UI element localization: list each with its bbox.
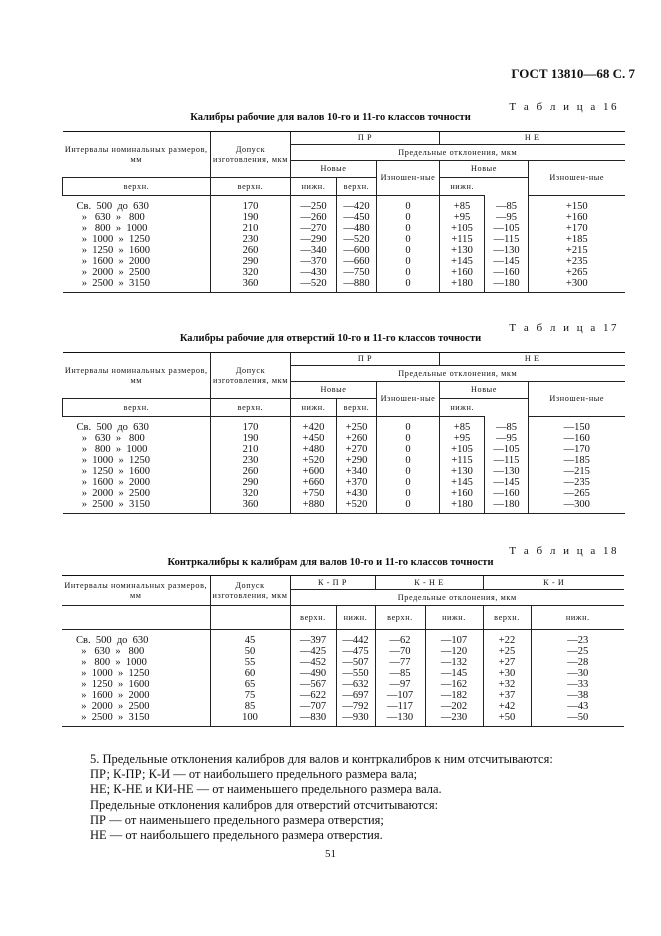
value-cell: +50 (483, 712, 531, 727)
value-cell: +95 (440, 433, 485, 444)
table16 (62, 131, 625, 293)
upper-header: верхн. (211, 399, 291, 417)
value-cell: +145 (440, 477, 485, 488)
value-cell: —62 (375, 630, 425, 647)
value-cell: —430 (291, 267, 337, 278)
value-cell: +300 (529, 278, 625, 293)
value-cell: —340 (291, 245, 337, 256)
value-cell: —170 (529, 444, 625, 455)
lower-header: нижн. (336, 606, 375, 630)
value-cell: —442 (336, 630, 375, 647)
value-cell: 0 (377, 477, 440, 488)
value-cell: —300 (529, 499, 625, 514)
ne-header: Н Е (440, 353, 625, 366)
value-cell: +260 (337, 433, 377, 444)
interval-cell: » 1250 » 1600 (76, 679, 150, 690)
upper-header: верхн. (483, 606, 531, 630)
table18 (62, 575, 624, 727)
pr-header: П Р (291, 132, 440, 145)
value-cell: —23 (531, 630, 624, 647)
table17-caption: Калибры рабочие для отверстий 10-го и 11-го классов точности (179, 333, 482, 344)
value-cell: 0 (377, 234, 440, 245)
value-cell: 45 (210, 630, 290, 647)
upper-header: верхн. (63, 399, 211, 417)
value-cell: —25 (531, 646, 624, 657)
interval-cell: » 1600 » 2000 (76, 690, 150, 701)
lower-header: нижн. (291, 399, 337, 417)
lower-header: нижн. (291, 178, 337, 196)
value-cell: —160 (529, 433, 625, 444)
value-cell: —162 (425, 679, 483, 690)
worn-header: Изношен-ные (529, 382, 625, 417)
value-cell: —397 (290, 630, 336, 647)
value-cell: —28 (531, 657, 624, 668)
value-cell: +95 (440, 212, 485, 223)
limit-deviations-header: Предельные отклонения, мкм (291, 366, 625, 382)
value-cell: +130 (440, 245, 485, 256)
value-cell: 170 (211, 196, 291, 213)
value-cell: 320 (211, 488, 291, 499)
interval-cell: » 630 » 800 (76, 212, 145, 223)
table18-caption: Контркалибры к калибрам для валов 10-го и 11-го классов точности (167, 557, 494, 568)
table-row (63, 212, 625, 223)
note-line: Предельные отклонения калибров для отверстий отсчитываются: (90, 797, 439, 812)
new-header: Новые (291, 382, 377, 399)
tolerance-header: Допуск изготовления, мкм (210, 576, 290, 606)
limit-deviations-header: Предельные отклонения, мкм (291, 145, 625, 161)
worn-header: Изношен-ные (377, 382, 440, 417)
value-cell: 190 (211, 433, 291, 444)
value-cell: —880 (337, 278, 377, 293)
interval-cell: » 1000 » 1250 (76, 668, 150, 679)
value-cell: —697 (336, 690, 375, 701)
value-cell: —425 (290, 646, 336, 657)
value-cell: +340 (337, 466, 377, 477)
table-row (62, 690, 624, 701)
interval-cell: Св. 500 до 630 (76, 201, 149, 212)
value-cell: +750 (291, 488, 337, 499)
value-cell: +270 (337, 444, 377, 455)
value-cell: —107 (375, 690, 425, 701)
value-cell: +880 (291, 499, 337, 514)
value-cell: —660 (337, 256, 377, 267)
value-cell: +450 (291, 433, 337, 444)
table-row (63, 433, 625, 444)
table-row (63, 455, 625, 466)
value-cell: +660 (291, 477, 337, 488)
value-cell: +145 (440, 256, 485, 267)
value-cell: —202 (425, 701, 483, 712)
value-cell: —97 (375, 679, 425, 690)
table-row (63, 417, 625, 434)
value-cell: —707 (290, 701, 336, 712)
interval-header: Интервалы номинальных размеров, мм (63, 132, 211, 178)
value-cell: 55 (210, 657, 290, 668)
note-line: ПР — от наименьшего предельного размера отверстия; (90, 812, 384, 827)
new-header: Новые (440, 161, 529, 178)
value-cell: —132 (425, 657, 483, 668)
value-cell: 230 (211, 234, 291, 245)
lower-header: нижн. (531, 606, 624, 630)
value-cell: +160 (529, 212, 625, 223)
interval-cell: » 1250 » 1600 (76, 466, 150, 477)
value-cell: 75 (210, 690, 290, 701)
value-cell: —600 (337, 245, 377, 256)
value-cell: +37 (483, 690, 531, 701)
lower-header: нижн. (425, 606, 483, 630)
value-cell: +85 (440, 417, 485, 434)
value-cell: —490 (290, 668, 336, 679)
value-cell: —130 (485, 245, 529, 256)
value-cell: +480 (291, 444, 337, 455)
value-cell: +215 (529, 245, 625, 256)
new-header: Новые (291, 161, 377, 178)
upper-header: верхн. (211, 178, 291, 196)
value-cell: 0 (377, 455, 440, 466)
value-cell: 0 (377, 212, 440, 223)
value-cell: —520 (291, 278, 337, 293)
value-cell: —290 (291, 234, 337, 245)
value-cell: 0 (377, 256, 440, 267)
value-cell: —85 (485, 196, 529, 213)
note-line: НЕ; К-НЕ и КИ-НЕ — от наименьшего предельного размера вала. (90, 782, 442, 797)
value-cell: +520 (337, 499, 377, 514)
value-cell: —107 (425, 630, 483, 647)
value-cell: —270 (291, 223, 337, 234)
value-cell: 0 (377, 223, 440, 234)
lower-header: нижн. (440, 178, 485, 196)
value-cell: 360 (211, 499, 291, 514)
value-cell: 50 (210, 646, 290, 657)
note-line: ПР; К-ПР; К-И — от наибольшего предельного размера вала; (90, 767, 418, 782)
value-cell: —38 (531, 690, 624, 701)
value-cell: 0 (377, 499, 440, 514)
value-cell: +185 (529, 234, 625, 245)
interval-cell: » 2500 » 3150 (63, 278, 211, 293)
interval-cell: » 2500 » 3150 (63, 499, 211, 514)
value-cell: 100 (210, 712, 290, 727)
table-row (63, 196, 625, 213)
value-cell: 210 (211, 444, 291, 455)
table-row (63, 488, 625, 499)
value-cell: +130 (440, 466, 485, 477)
value-cell: —180 (485, 499, 529, 514)
table17 (62, 352, 625, 514)
table-row (63, 477, 625, 488)
interval-cell: » 1000 » 1250 (76, 234, 150, 245)
value-cell: +105 (440, 444, 485, 455)
value-cell: —115 (485, 455, 529, 466)
value-cell: —43 (531, 701, 624, 712)
interval-cell: Св. 500 до 630 (76, 635, 149, 646)
value-cell: 0 (377, 466, 440, 477)
value-cell: +150 (529, 196, 625, 213)
interval-header: Интервалы номинальных размеров, мм (62, 576, 210, 606)
value-cell: —185 (529, 455, 625, 466)
interval-cell: Св. 500 до 630 (76, 422, 149, 433)
value-cell: —230 (425, 712, 483, 727)
tolerance-header: Допуск изготовления, мкм (211, 353, 291, 399)
value-cell: —120 (425, 646, 483, 657)
value-cell: —507 (336, 657, 375, 668)
interval-cell: » 2500 » 3150 (62, 712, 210, 727)
value-cell: —145 (425, 668, 483, 679)
value-cell: +370 (337, 477, 377, 488)
value-cell: —475 (336, 646, 375, 657)
value-cell: 260 (211, 245, 291, 256)
table-row (62, 712, 624, 727)
value-cell: 190 (211, 212, 291, 223)
value-cell: —370 (291, 256, 337, 267)
interval-cell: » 800 » 1000 (76, 657, 147, 668)
table17-label: Т а б л и ц а 17 (509, 322, 619, 334)
value-cell: 260 (211, 466, 291, 477)
table16-label: Т а б л и ц а 16 (509, 101, 619, 113)
value-cell: —160 (485, 267, 529, 278)
value-cell: —115 (485, 234, 529, 245)
value-cell: +250 (337, 417, 377, 434)
table16-caption: Калибры рабочие для валов 10-го и 11-го классов точности (190, 112, 471, 123)
value-cell: 0 (377, 267, 440, 278)
upper-header: верхн. (375, 606, 425, 630)
upper-header: верхн. (337, 178, 377, 196)
value-cell: —450 (337, 212, 377, 223)
value-cell: —265 (529, 488, 625, 499)
value-cell: —150 (529, 417, 625, 434)
value-cell: +30 (483, 668, 531, 679)
value-cell: —830 (290, 712, 336, 727)
table-row (62, 701, 624, 712)
interval-cell: » 630 » 800 (76, 646, 145, 657)
value-cell: 0 (377, 444, 440, 455)
value-cell: +25 (483, 646, 531, 657)
interval-cell: » 1000 » 1250 (76, 455, 150, 466)
value-cell: —250 (291, 196, 337, 213)
interval-cell: » 630 » 800 (76, 433, 145, 444)
value-cell: —930 (336, 712, 375, 727)
value-cell: 360 (211, 278, 291, 293)
value-cell: —550 (336, 668, 375, 679)
value-cell: —105 (485, 223, 529, 234)
value-cell: 0 (377, 433, 440, 444)
lower-header: нижн. (440, 399, 485, 417)
value-cell: +160 (440, 488, 485, 499)
value-cell: +180 (440, 278, 485, 293)
value-cell: —117 (375, 701, 425, 712)
value-cell: +115 (440, 455, 485, 466)
table-row (63, 444, 625, 455)
value-cell: —452 (290, 657, 336, 668)
interval-header: Интервалы номинальных размеров, мм (63, 353, 211, 399)
value-cell: —95 (485, 433, 529, 444)
value-cell: —50 (531, 712, 624, 727)
upper-header: верхн. (290, 606, 336, 630)
value-cell: 290 (211, 256, 291, 267)
table-row (62, 657, 624, 668)
value-cell: —130 (485, 466, 529, 477)
value-cell: —480 (337, 223, 377, 234)
value-cell: —260 (291, 212, 337, 223)
kpr-header: К - П Р (290, 576, 375, 590)
value-cell: 85 (210, 701, 290, 712)
interval-cell: » 800 » 1000 (76, 223, 148, 234)
interval-cell: » 1600 » 2000 (76, 477, 150, 488)
new-header: Новые (440, 382, 529, 399)
limit-deviations-header: Предельные отклонения, мкм (290, 590, 624, 606)
value-cell: 0 (377, 245, 440, 256)
upper-header: верхн. (337, 399, 377, 417)
value-cell: —180 (485, 278, 529, 293)
table-row (63, 499, 625, 514)
table-row (63, 466, 625, 477)
value-cell: —105 (485, 444, 529, 455)
value-cell: —85 (485, 417, 529, 434)
table-row (63, 256, 625, 267)
value-cell: +32 (483, 679, 531, 690)
value-cell: +27 (483, 657, 531, 668)
table18-label: Т а б л и ц а 18 (509, 545, 619, 557)
table-row (62, 630, 624, 647)
value-cell: 0 (377, 488, 440, 499)
value-cell: —85 (375, 668, 425, 679)
value-cell: 290 (211, 477, 291, 488)
upper-header: верхн. (63, 178, 211, 196)
worn-header: Изношен-ные (529, 161, 625, 196)
interval-cell: » 2000 » 2500 (76, 267, 150, 278)
note-line: 5. Предельные отклонения калибров для валов и контркалибров к ним отсчитываются: (90, 752, 553, 766)
table-row (63, 234, 625, 245)
value-cell: —567 (290, 679, 336, 690)
value-cell: +170 (529, 223, 625, 234)
value-cell: 0 (377, 278, 440, 293)
value-cell: —792 (336, 701, 375, 712)
value-cell: —77 (375, 657, 425, 668)
pr-header: П Р (291, 353, 440, 366)
value-cell: +105 (440, 223, 485, 234)
value-cell: —235 (529, 477, 625, 488)
ne-header: Н Е (440, 132, 625, 145)
value-cell: —95 (485, 212, 529, 223)
value-cell: +265 (529, 267, 625, 278)
table-row (62, 679, 624, 690)
value-cell: 60 (210, 668, 290, 679)
value-cell: 210 (211, 223, 291, 234)
value-cell: 65 (210, 679, 290, 690)
notes (90, 752, 553, 843)
value-cell: +600 (291, 466, 337, 477)
value-cell: —632 (336, 679, 375, 690)
value-cell: +22 (483, 630, 531, 647)
table-row (63, 267, 625, 278)
value-cell: —160 (485, 488, 529, 499)
table-row (62, 668, 624, 679)
value-cell: —182 (425, 690, 483, 701)
interval-cell: » 800 » 1000 (76, 444, 148, 455)
page-header: ГОСТ 13810—68 С. 7 (511, 66, 635, 81)
value-cell: +420 (291, 417, 337, 434)
note-line: НЕ — от наибольшего предельного размера отверстия. (90, 828, 383, 843)
value-cell: —622 (290, 690, 336, 701)
value-cell: 170 (211, 417, 291, 434)
value-cell: —33 (531, 679, 624, 690)
value-cell: —520 (337, 234, 377, 245)
interval-cell: » 1600 » 2000 (76, 256, 150, 267)
value-cell: —145 (485, 477, 529, 488)
value-cell: +115 (440, 234, 485, 245)
value-cell: 0 (377, 196, 440, 213)
ki-header: К - И (483, 576, 624, 590)
value-cell: 0 (377, 417, 440, 434)
value-cell: +520 (291, 455, 337, 466)
value-cell: —30 (531, 668, 624, 679)
page-number: 51 (325, 848, 336, 860)
worn-header: Изношен-ные (377, 161, 440, 196)
value-cell: +290 (337, 455, 377, 466)
value-cell: 320 (211, 267, 291, 278)
table-row (62, 646, 624, 657)
table-row (63, 223, 625, 234)
value-cell: —130 (375, 712, 425, 727)
value-cell: 230 (211, 455, 291, 466)
value-cell: —420 (337, 196, 377, 213)
table-row (63, 245, 625, 256)
interval-cell: » 2000 » 2500 (76, 488, 150, 499)
tolerance-header: Допуск изготовления, мкм (211, 132, 291, 178)
value-cell: +235 (529, 256, 625, 267)
value-cell: +430 (337, 488, 377, 499)
value-cell: —215 (529, 466, 625, 477)
interval-cell: » 1250 » 1600 (76, 245, 150, 256)
value-cell: —145 (485, 256, 529, 267)
kne-header: К - Н Е (375, 576, 483, 590)
interval-cell: » 2000 » 2500 (76, 701, 150, 712)
value-cell: +42 (483, 701, 531, 712)
table-row (63, 278, 625, 293)
value-cell: +160 (440, 267, 485, 278)
value-cell: +180 (440, 499, 485, 514)
value-cell: —750 (337, 267, 377, 278)
value-cell: —70 (375, 646, 425, 657)
value-cell: +85 (440, 196, 485, 213)
